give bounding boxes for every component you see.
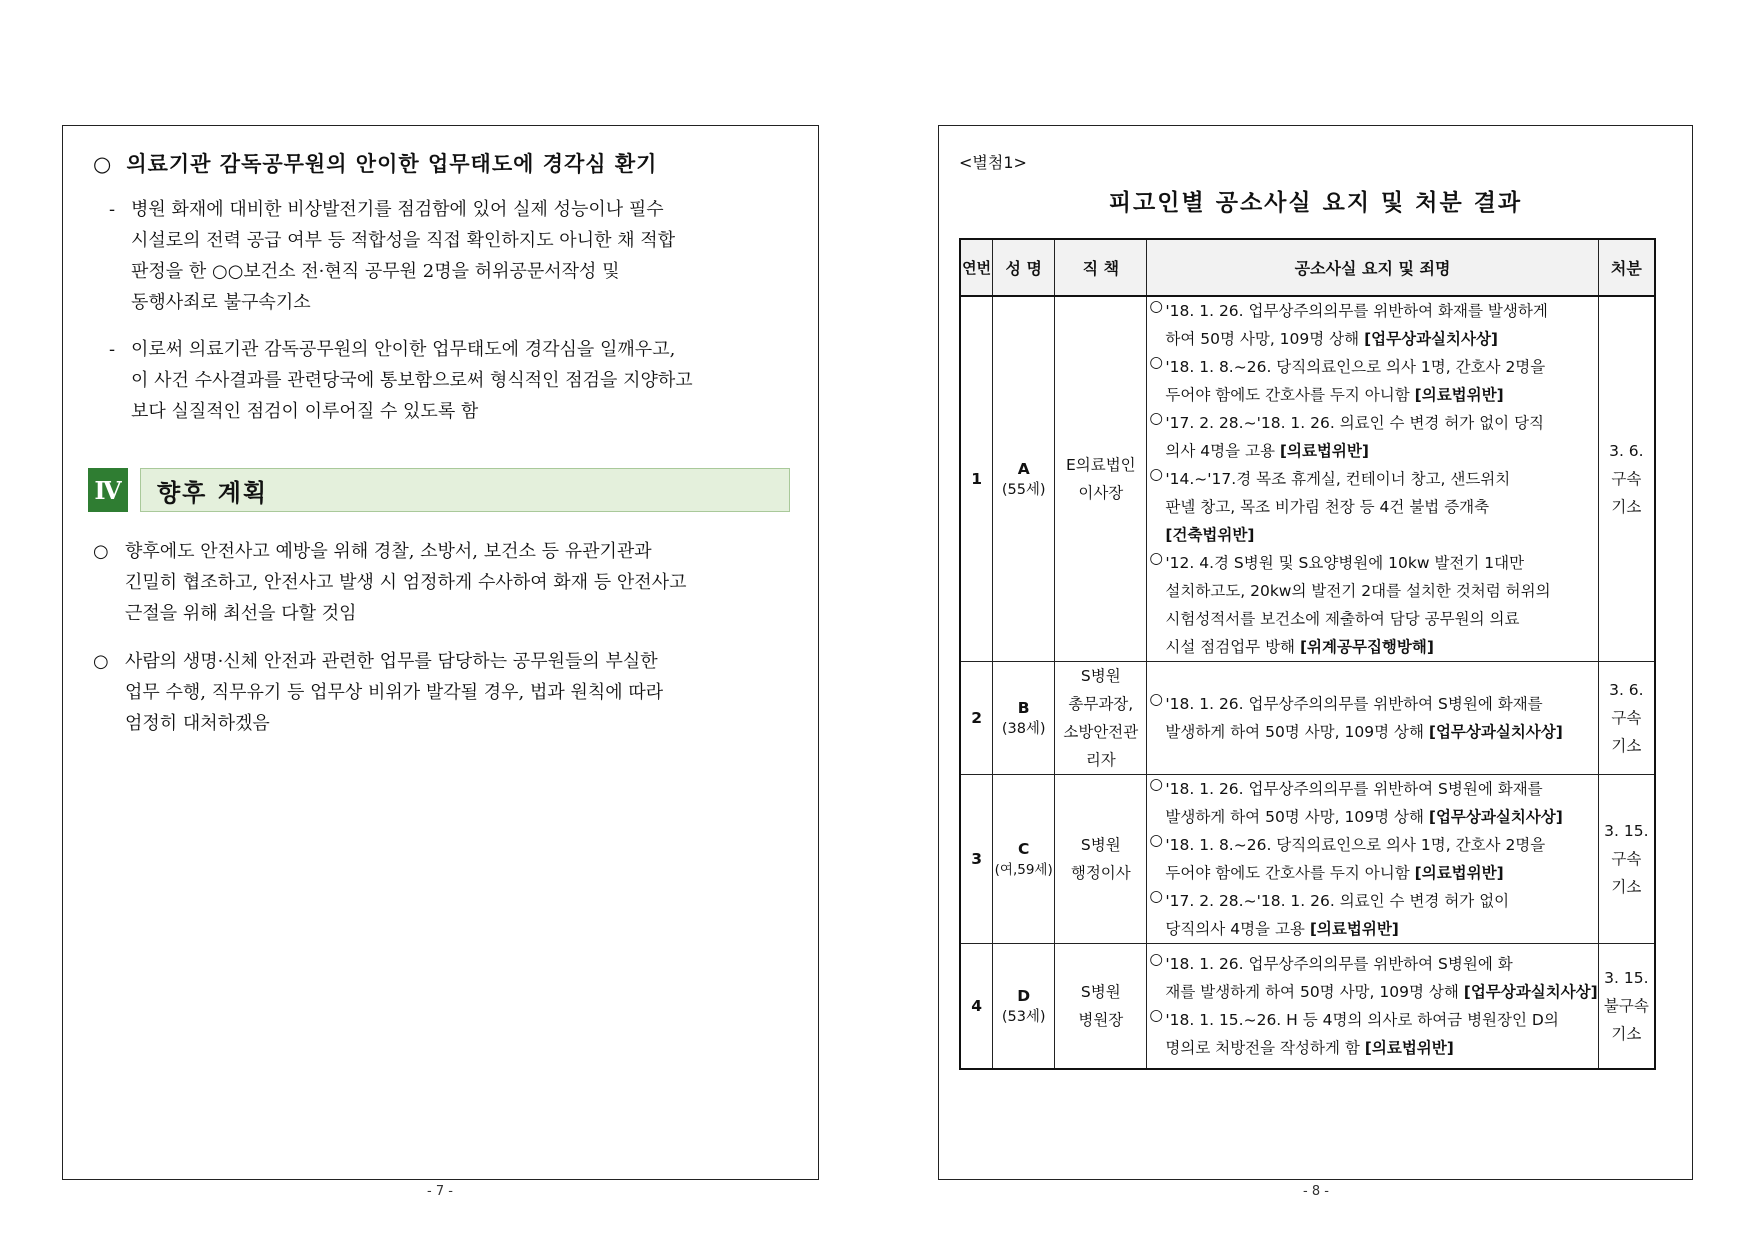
charge-line: '12. 4.경 S병원 및 S요양병원에 10kw 발전기 1대만 [1165, 554, 1525, 572]
charge-line: 당직의사 4명을 고용 [1165, 920, 1305, 938]
charge-item: ○ '18. 1. 15.~26. H 등 4명의 의사로 하여금 병원장인 D의 명의로 처방전을 작성하게 함 [의료법위반] [1147, 1006, 1597, 1062]
disposition-line: 기소 [1611, 498, 1642, 516]
charge-line: 재를 발생하게 하여 50명 사망, 109명 상해 [1165, 983, 1459, 1001]
charge-tag: [의료법위반] [1364, 1039, 1454, 1057]
row-charges [1147, 775, 1598, 944]
plan-line: 사람의 생명·신체 안전과 관련한 업무를 담당하는 공무원들의 부실한 [125, 651, 658, 672]
charge-line: '18. 1. 26. 업무상주의의무를 위반하여 화재를 발생하게 [1165, 302, 1548, 320]
position-line: 소방안전관 [1063, 723, 1139, 741]
charge-line: 설치하고도, 20kw의 발전기 2대를 설치한 것처럼 허위의 [1165, 582, 1551, 600]
charge-item: ○ '18. 1. 26. 업무상주의의무를 위반하여 S병원에 화재를 발생하게 하여 50명 사망, 109명 상해 [업무상과실치사상] [1147, 690, 1597, 746]
row-disposition [1598, 662, 1655, 775]
row-no: 3 [960, 775, 993, 944]
defendant-code: B [1017, 698, 1030, 717]
table-row [960, 662, 1655, 775]
charge-line: 판넬 창고, 목조 비가림 천장 등 4건 불법 증개축 [1165, 498, 1490, 516]
paragraph-line: 병원 화재에 대비한 비상발전기를 점검함에 있어 실제 성능이나 필수 [131, 199, 664, 220]
charge-tag: [위계공무집행방해] [1299, 638, 1434, 656]
position-line: S병원 [1080, 667, 1121, 685]
row-name [993, 944, 1055, 1070]
position-line: S병원 [1080, 983, 1121, 1001]
row-position [1055, 944, 1147, 1070]
charge-tag: [업무상과실치사상] [1428, 808, 1563, 826]
defendant-code: A [1017, 459, 1030, 478]
charge-item: ○ '17. 2. 28.~'18. 1. 26. 의료인 수 변경 허가 없이 당직의사 4명을 고용 [의료법위반] [1147, 887, 1597, 943]
charge-tag: [건축법위반] [1165, 526, 1255, 544]
disposition-line: 기소 [1611, 737, 1642, 755]
section-header [88, 468, 790, 512]
row-no: 4 [960, 944, 993, 1070]
charge-line: '17. 2. 28.~'18. 1. 26. 의료인 수 변경 허가 없이 당직 [1165, 414, 1545, 432]
left-page [62, 125, 819, 1180]
position-line: S병원 [1080, 836, 1121, 854]
row-no: 2 [960, 662, 993, 775]
row-name [993, 296, 1055, 662]
charge-tag: [의료법위반] [1309, 920, 1399, 938]
paragraph-line: 동행사죄로 불구속기소 [131, 292, 311, 313]
charge-line: '18. 1. 8.~26. 당직의료인으로 의사 1명, 간호사 2명을 [1165, 358, 1546, 376]
charge-line: '14.~'17.경 목조 휴게실, 컨테이너 창고, 샌드위치 [1165, 470, 1511, 488]
header-charges: 공소사실 요지 및 죄명 [1147, 239, 1598, 296]
attachment-title: 피고인별 공소사실 요지 및 처분 결과 [1108, 190, 1523, 216]
charge-item: ○ '18. 1. 8.~26. 당직의료인으로 의사 1명, 간호사 2명을 두어야 함에도 간호사를 두지 아니함 [의료법위반] [1147, 353, 1597, 409]
charge-tag: [업무상과실치사상] [1463, 983, 1598, 1001]
charge-line: 명의로 처방전을 작성하게 함 [1165, 1039, 1360, 1057]
paragraph-line: 이로써 의료기관 감독공무원의 안이한 업무태도에 경각심을 일깨우고, [131, 339, 676, 360]
paragraph-line: 이 사건 수사결과를 관련당국에 통보함으로써 형식적인 점검을 지양하고 [131, 370, 693, 391]
plan-line: 긴밀히 협조하고, 안전사고 발생 시 엄정하게 수사하여 화재 등 안전사고 [125, 572, 687, 593]
defendant-age: (38세) [1001, 720, 1046, 737]
row-charges [1147, 944, 1598, 1070]
charge-line: 시험성적서를 보건소에 제출하여 담당 공무원의 의료 [1165, 610, 1520, 628]
charge-line: '17. 2. 28.~'18. 1. 26. 의료인 수 변경 허가 없이 [1165, 892, 1510, 910]
charge-line: '18. 1. 26. 업무상주의의무를 위반하여 S병원에 화재를 [1165, 780, 1543, 798]
section-title: 향후 계획 [140, 468, 790, 512]
plan-line: 근절을 위해 최선을 다할 것임 [125, 603, 357, 624]
paragraph-line: 보다 실질적인 점검이 이루어질 수 있도록 함 [131, 401, 479, 422]
paragraph-line: 시설로의 전력 공급 여부 등 적합성을 직접 확인하지도 아니한 채 적합 [131, 230, 676, 251]
charge-line: '18. 1. 26. 업무상주의의무를 위반하여 S병원에 화재를 [1165, 695, 1543, 713]
charge-line: 두어야 함에도 간호사를 두지 아니함 [1165, 864, 1410, 882]
row-position [1055, 775, 1147, 944]
row-no: 1 [960, 296, 993, 662]
left-page-number: - 7 - [427, 1184, 453, 1199]
charge-item: ○ '18. 1. 26. 업무상주의의무를 위반하여 S병원에 화재를 발생하게 하여 50명 사망, 109명 상해 [업무상과실치사상] [1147, 775, 1597, 831]
disposition-line: 3. 15. [1604, 822, 1649, 840]
charge-line: 두어야 함에도 간호사를 두지 아니함 [1165, 386, 1410, 404]
table-row [960, 775, 1655, 944]
charge-line: '18. 1. 26. 업무상주의의무를 위반하여 S병원에 화 [1165, 955, 1513, 973]
row-charges [1147, 662, 1598, 775]
charge-item: ○ '12. 4.경 S병원 및 S요양병원에 10kw 발전기 1대만 설치하고도, 20kw의 발전기 2대를 설치한 것처럼 허위의 시험성적서를 보건소에 제출하여 담당 공무원의 의료 시설 점검업무 방해 [위계공무집행방해] [1147, 549, 1597, 661]
table-row [960, 944, 1655, 1070]
row-charges [1147, 296, 1598, 662]
charge-line: '18. 1. 15.~26. H 등 4명의 의사로 하여금 병원장인 D의 [1165, 1011, 1559, 1029]
charge-line: 하여 50명 사망, 109명 상해 [1165, 330, 1360, 348]
position-line: 리자 [1085, 751, 1116, 769]
charge-tag: [의료법위반] [1414, 864, 1504, 882]
charge-tag: [의료법위반] [1414, 386, 1504, 404]
disposition-line: 구속 [1611, 470, 1642, 488]
header-name: 성 명 [993, 239, 1055, 296]
position-line: E의료법인 [1065, 456, 1136, 474]
disposition-line: 3. 15. [1604, 969, 1649, 987]
defendant-age: (여,59세) [994, 862, 1053, 878]
right-page-number: - 8 - [1303, 1184, 1329, 1199]
defendant-age: (53세) [1001, 1008, 1046, 1025]
charge-tag: [의료법위반] [1279, 442, 1369, 460]
charge-tag: [업무상과실치사상] [1428, 723, 1563, 741]
disposition-line: 불구속 [1603, 997, 1649, 1015]
row-disposition [1598, 775, 1655, 944]
plan-line: 업무 수행, 직무유기 등 업무상 비위가 발각될 경우, 법과 원칙에 따라 [125, 682, 664, 703]
plan-line: 향후에도 안전사고 예방을 위해 경찰, 소방서, 보건소 등 유관기관과 [125, 541, 652, 562]
heading-text: 의료기관 감독공무원의 안이한 업무태도에 경각심 환기 [126, 152, 658, 176]
charge-line: 발생하게 하여 50명 사망, 109명 상해 [1165, 808, 1424, 826]
table-row [960, 296, 1655, 662]
heading-bullet: ○ [93, 152, 113, 176]
row-name [993, 662, 1055, 775]
defendant-code: C [1018, 840, 1030, 858]
header-disposition: 처분 [1598, 239, 1655, 296]
row-position [1055, 296, 1147, 662]
paragraph-1 [109, 194, 771, 318]
row-position [1055, 662, 1147, 775]
disposition-line: 3. 6. [1609, 681, 1644, 699]
charge-line: 발생하게 하여 50명 사망, 109명 상해 [1165, 723, 1424, 741]
disposition-line: 기소 [1611, 878, 1642, 896]
table-header-row [960, 239, 1655, 296]
position-line: 행정이사 [1070, 864, 1131, 882]
header-no: 연번 [960, 239, 993, 296]
circle-bullet: ○ [93, 541, 109, 562]
row-disposition [1598, 944, 1655, 1070]
disposition-line: 구속 [1611, 709, 1642, 727]
defendant-table [959, 238, 1656, 1070]
row-name [993, 775, 1055, 944]
charge-tag: [업무상과실치사상] [1364, 330, 1499, 348]
plan-1 [93, 536, 790, 629]
charge-item: ○ '18. 1. 26. 업무상주의의무를 위반하여 화재를 발생하게 하여 50명 사망, 109명 상해 [업무상과실치사상] [1147, 297, 1597, 353]
row-disposition [1598, 296, 1655, 662]
dash-bullet: - [109, 199, 116, 220]
charge-item: ○ '18. 1. 8.~26. 당직의료인으로 의사 1명, 간호사 2명을 두어야 함에도 간호사를 두지 아니함 [의료법위반] [1147, 831, 1597, 887]
disposition-line: 3. 6. [1609, 442, 1644, 460]
charge-item: ○ '14.~'17.경 목조 휴게실, 컨테이너 창고, 샌드위치 판넬 창고, 목조 비가림 천장 등 4건 불법 증개축 [건축법위반] [1147, 465, 1597, 549]
disposition-line: 구속 [1611, 850, 1642, 868]
left-heading [93, 148, 657, 178]
position-line: 총무과장, [1068, 695, 1134, 713]
plan-2 [93, 646, 790, 739]
paragraph-2 [109, 334, 771, 427]
position-line: 이사장 [1078, 484, 1124, 502]
right-page [938, 125, 1693, 1180]
plan-line: 엄정히 대처하겠음 [125, 713, 270, 734]
defendant-code: D [1017, 986, 1031, 1005]
charge-item: ○ '18. 1. 26. 업무상주의의무를 위반하여 S병원에 화 재를 발생하게 하여 50명 사망, 109명 상해 [업무상과실치사상] [1149, 950, 1598, 1001]
dash-bullet: - [109, 339, 116, 360]
circle-bullet: ○ [93, 651, 109, 672]
disposition-line: 기소 [1611, 1025, 1642, 1043]
position-line: 병원장 [1078, 1011, 1124, 1029]
defendant-age: (55세) [1001, 481, 1046, 498]
header-position: 직 책 [1055, 239, 1147, 296]
charge-line: 시설 점검업무 방해 [1165, 638, 1296, 656]
paragraph-line: 판정을 한 ○○보건소 전·현직 공무원 2명을 허위공문서작성 및 [131, 261, 620, 282]
charge-line: 의사 4명을 고용 [1165, 442, 1275, 460]
section-number: Ⅳ [88, 468, 128, 512]
attachment-label: <별첨1> [959, 153, 1027, 172]
charge-line: '18. 1. 8.~26. 당직의료인으로 의사 1명, 간호사 2명을 [1165, 836, 1546, 854]
charge-item: ○ '17. 2. 28.~'18. 1. 26. 의료인 수 변경 허가 없이 당직 의사 4명을 고용 [의료법위반] [1147, 409, 1597, 465]
